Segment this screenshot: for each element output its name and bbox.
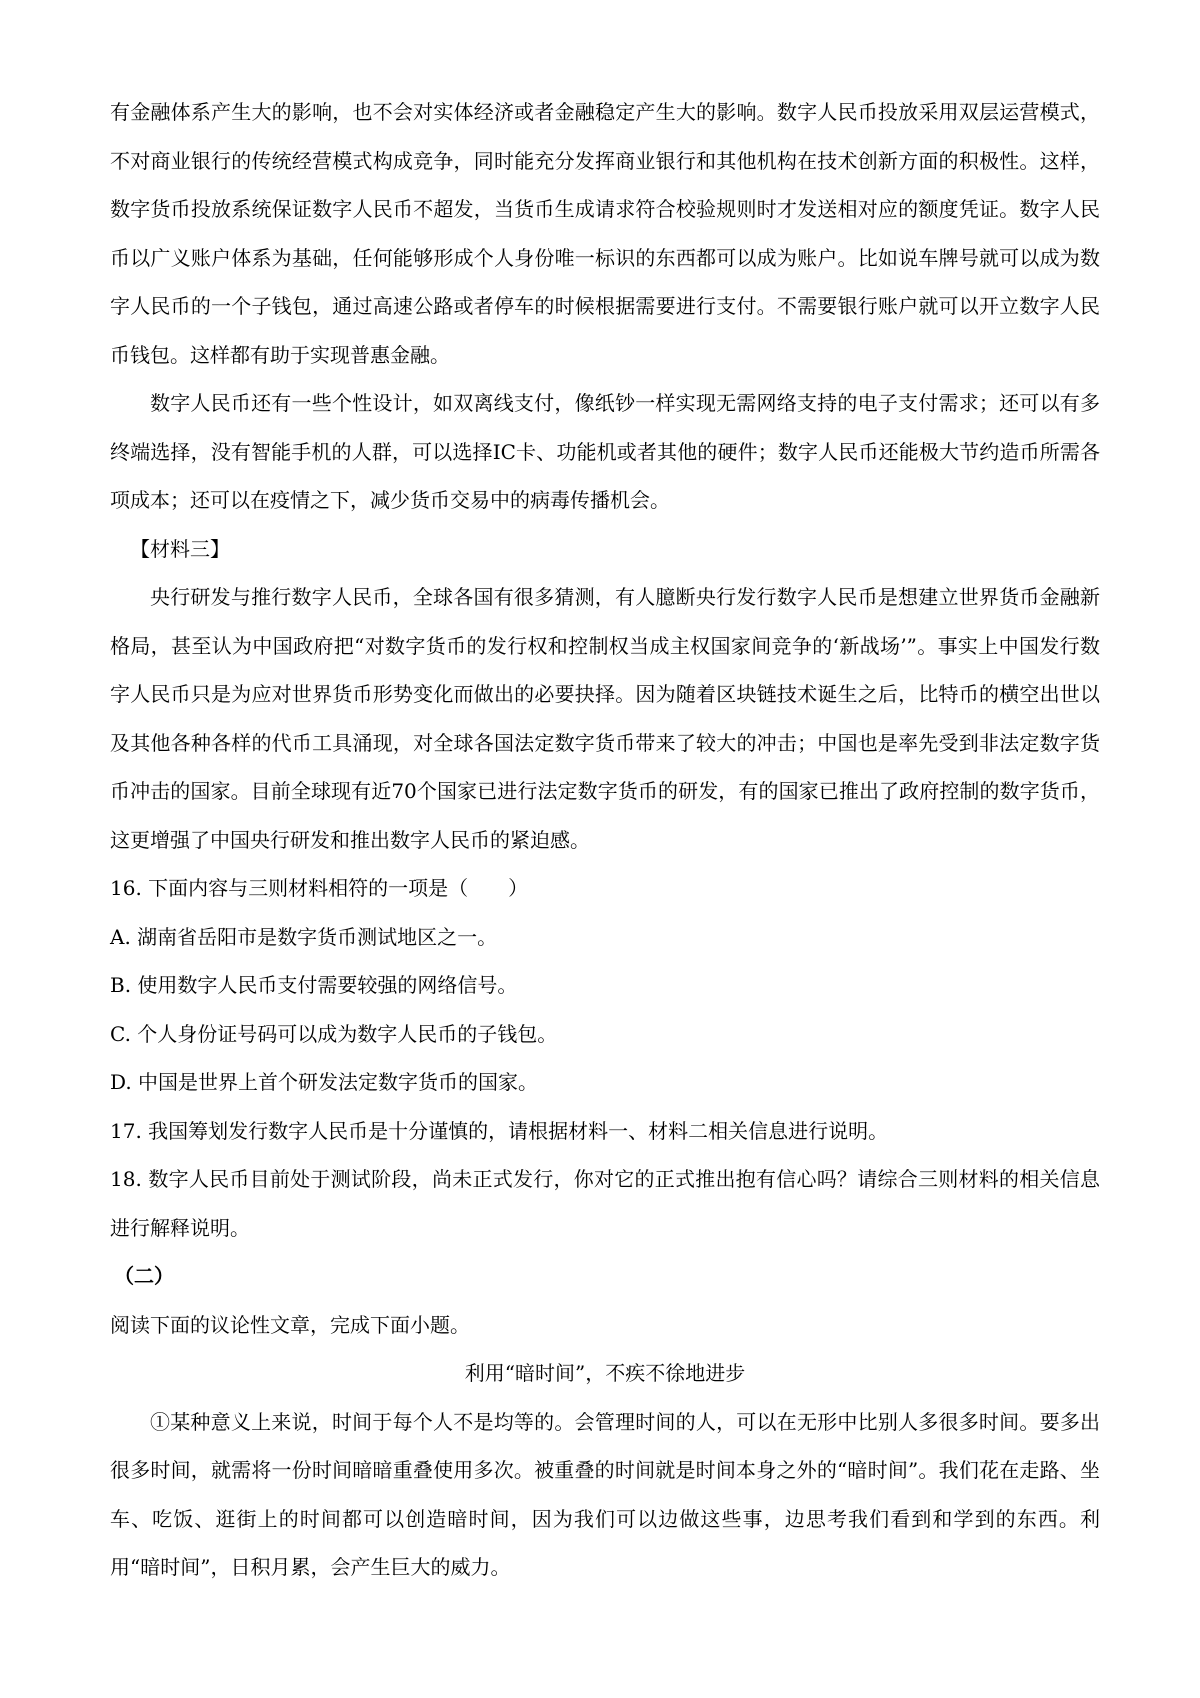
material2-paragraph-1: 有金融体系产生大的影响，也不会对实体经济或者金融稳定产生大的影响。数字人民币投放采用双层运营模式，不对商业银行的传统经营模式构成竞争，同时能充分发挥商业银行和其他机构在技术创新方面的积极性。这样，数字货币投放系统保证数字人民币不超发，当货币生成请求符合校验规则时才发送相对应的额度凭证。数字人民币以广义账户体系为基础，任何能够形成个人身份唯一标识的东西都可以成为账户。比如说车牌号就可以成为数字人民币的一个子钱包，通过高速公路或者停车的时候根据需要进行支付。不需要银行账户就可以开立数字人民币钱包。这样都有助于实现普惠金融。 [110,100,1100,367]
question-16-option-a: A. 湖南省岳阳市是数字货币测试地区之一。 [110,924,498,949]
question-17: 17. 我国筹划发行数字人民币是十分谨慎的，请根据材料一、材料二相关信息进行说明。 [110,1118,889,1143]
material3-paragraph: 央行研发与推行数字人民币，全球各国有很多猜测，有人臆断央行发行数字人民币是想建立世界货币金融新格局，甚至认为中国政府把“对数字货币的发行权和控制权当成主权国家间竞争的‘新战场’”。事实上中国发行数字人民币只是为应对世界货币形势变化而做出的必要抉择。因为随着区块链技术诞生之后，比特币的横空出世以及其他各种各样的代币工具涌现，对全球各国法定数字货币带来了较大的冲击；中国也是率先受到非法定数字货币冲击的国家。目前全球现有近70个国家已进行法定数字货币的研发，有的国家已推出了政府控制的数字货币，这更增强了中国央行研发和推出数字人民币的紧迫感。 [110,585,1100,852]
material3-label: 【材料三】 [130,536,230,561]
question-16-option-d: D. 中国是世界上首个研发法定数字货币的国家。 [110,1070,539,1094]
question-16: 16. 下面内容与三则材料相符的一项是（ ） [110,876,529,900]
question-16-option-b: B. 使用数字人民币支付需要较强的网络信号。 [110,973,518,997]
question-16-option-c: C. 个人身份证号码可以成为数字人民币的子钱包。 [110,1021,558,1046]
section-2-label: （二） [114,1264,174,1288]
article-title: 利用“暗时间”，不疾不徐地进步 [464,1361,746,1385]
document-page [110,88,1100,1592]
material2-paragraph-2: 数字人民币还有一些个性设计，如双离线支付，像纸钞一样实现无需网络支持的电子支付需求；还可以有多终端选择，没有智能手机的人群，可以选择IC卡、功能机或者其他的硬件；数字人民币还能极大节约造币所需各项成本；还可以在疫情之下，减少货币交易中的病毒传播机会。 [110,391,1100,512]
article-paragraph-1: ①某种意义上来说，时间于每个人不是均等的。会管理时间的人，可以在无形中比别人多很多时间。要多出很多时间，就需将一份时间暗暗重叠使用多次。被重叠的时间就是时间本身之外的“暗时间”。我们花在走路、坐车、吃饭、逛街上的时间都可以创造暗时间，因为我们可以边做这些事，边思考我们看到和学到的东西。利用“暗时间”，日积月累，会产生巨大的威力。 [110,1409,1100,1579]
section-2-instruction: 阅读下面的议论性文章，完成下面小题。 [110,1312,470,1337]
question-18: 18. 数字人民币目前处于测试阶段，尚未正式发行，你对它的正式推出抱有信心吗？请综合三则材料的相关信息进行解释说明。 [110,1167,1100,1240]
